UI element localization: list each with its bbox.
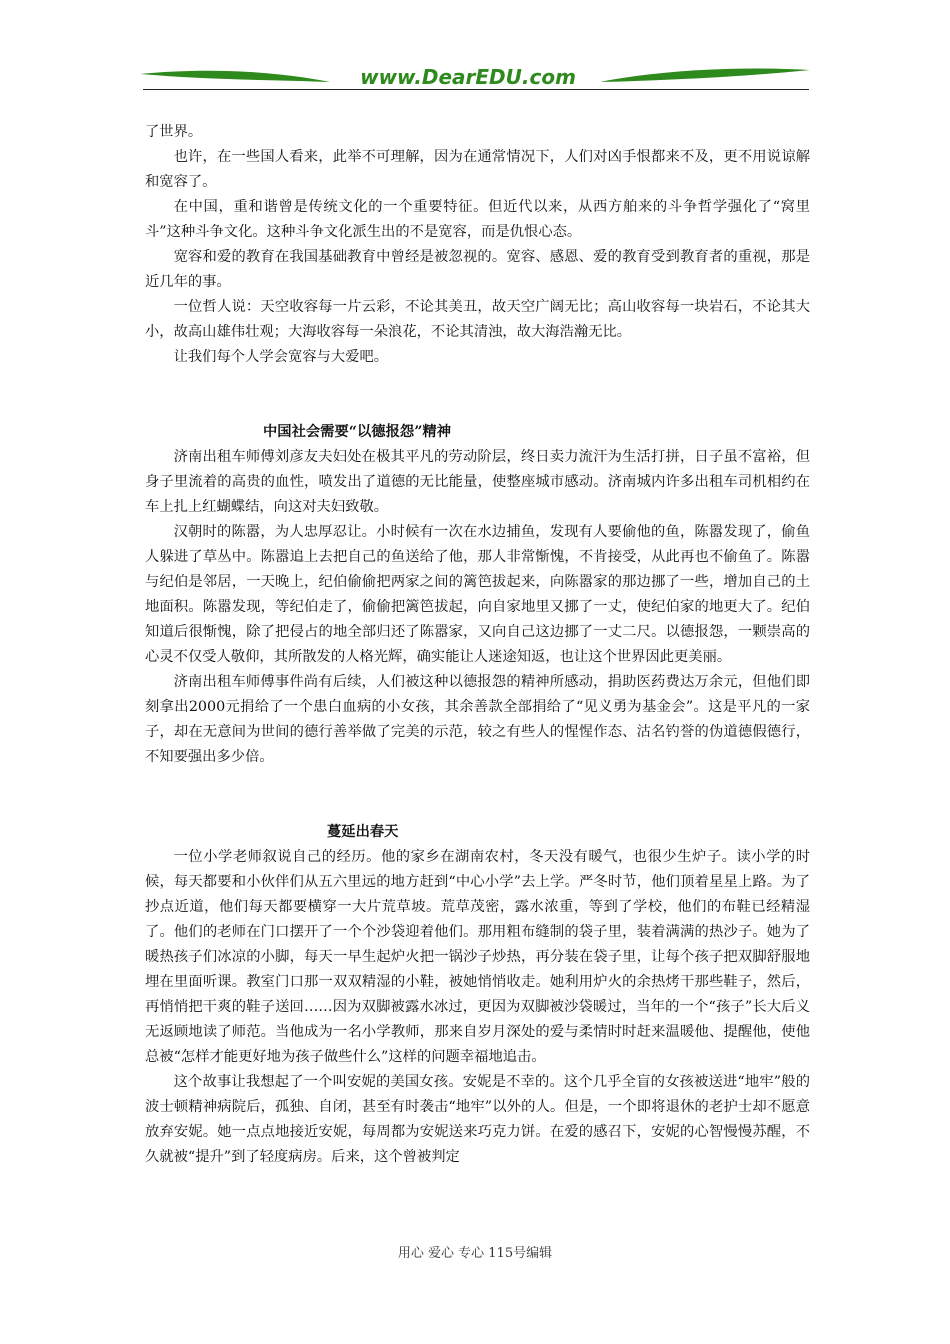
- site-header: [140, 60, 810, 96]
- paragraph: 在中国，重和谐曾是传统文化的一个重要特征。但近代以来，从西方舶来的斗争哲学强化了“窝里斗”这种斗争文化。这种斗争文化派生出的不是宽容，而是仇恨心态。: [145, 199, 810, 240]
- paragraph: 这个故事让我想起了一个叫安妮的美国女孩。安妮是不幸的。这个几乎全盲的女孩被送进“地牢”般的波士顿精神病院后，孤独、自闭，甚至有时袭击“地牢”以外的人。但是，一个即将退休的老护士却不愿意放弃安妮。她一点点地接近安妮，每周都为安妮送来巧克力饼。在爱的感召下，安妮的心智慢慢苏醒，不久就被“提升”到了轻度病房。后来，这个曾被判定: [145, 1074, 810, 1165]
- article-title: 中国社会需要“以德报怨”精神: [263, 424, 452, 440]
- paragraph: 济南出租车师傅事件尚有后续，人们被这种以德报怨的精神所感动，捐助医药费达万余元，但他们即刻拿出2000元捐给了一个患白血病的小女孩，其余善款全部捐给了“见义勇为基金会”。这是平凡的一家子，却在无意间为世间的德行善举做了完美的示范，较之有些人的惺惺作态、沽名钓誉的伪道德假德行，不知要强出多少倍。: [145, 674, 810, 765]
- paragraph: 济南出租车师傅刘彦友夫妇处在极其平凡的劳动阶层，终日卖力流汗为生活打拼，日子虽不富裕，但身子里流着的高贵的血性，喷发出了道德的无比能量，使整座城市感动。济南城内许多出租车司机相约在车上扎上红蝴蝶结，向这对夫妇致敬。: [145, 449, 810, 515]
- paragraph: 宽容和爱的教育在我国基础教育中曾经是被忽视的。宽容、感恩、爱的教育受到教育者的重视，那是近几年的事。: [145, 249, 810, 290]
- paragraph: 也许，在一些国人看来，此举不可理解，因为在通常情况下，人们对凶手恨都来不及，更不用说谅解和宽容了。: [145, 149, 810, 190]
- left-leaf-swoosh: [140, 71, 330, 82]
- paragraph: 一位小学老师叙说自己的经历。他的家乡在湖南农村，冬天没有暖气，也很少生炉子。读小学的时候，每天都要和小伙伴们从五六里远的地方赶到“中心小学”去上学。严冬时节，他们顶着星星上路。为了抄点近道，他们每天都要横穿一大片荒草坡。荒草茂密，露水浓重，等到了学校，他们的布鞋已经精湿了。他们的老师在门口摆开了一个个沙袋迎着他们。那用粗布缝制的袋子里，装着满满的热沙子。她为了暖热孩子们冰凉的小脚，每天一早生起炉火把一锅沙子炒热，再分装在袋子里，让每个孩子把双脚舒服地埋在里面听课。教室门口那一双双精湿的小鞋，被她悄悄收走。她利用炉火的余热烤干那些鞋子，然后，再悄悄把干爽的鞋子送回……因为双脚被露水冰过，更因为双脚被沙袋暖过，当年的一个“孩子”长大后义无返顾地读了师范。当他成为一名小学教师，那来自岁月深处的爱与柔情时时赶来温暖他、提醒他，使他总被“怎样才能更好地为孩子做些什么”这样的问题幸福地追击。: [145, 849, 810, 1065]
- header-banner: [140, 60, 810, 96]
- header-rule: [143, 89, 809, 90]
- paragraph: 汉朝时的陈嚣，为人忠厚忍让。小时候有一次在水边捕鱼，发现有人要偷他的鱼，陈嚣发现了，偷鱼人躲进了草丛中。陈嚣追上去把自己的鱼送给了他，那人非常惭愧，不肯接受，从此再也不偷鱼了。陈嚣与纪伯是邻居，一天晚上，纪伯偷偷把两家之间的篱笆拔起来，向陈嚣家的那边挪了一些，增加自己的土地面积。陈嚣发现，等纪伯走了，偷偷把篱笆拔起，向自家地里又挪了一丈，使纪伯家的地更大了。纪伯知道后很惭愧，除了把侵占的地全部归还了陈嚣家，又向自己这边挪了一丈二尺。以德报怨，一颗崇高的心灵不仅受人敬仰，其所散发的人格光辉，确实能让人迷途知返，也让这个世界因此更美丽。: [145, 524, 810, 665]
- document-body: [145, 120, 810, 1170]
- article-title: 蔓延出春天: [327, 824, 399, 840]
- paragraph: 了世界。: [145, 124, 203, 140]
- paragraph: 让我们每个人学会宽容与大爱吧。: [173, 349, 389, 365]
- paragraph: 一位哲人说：天空收容每一片云彩，不论其美丑，故天空广阔无比；高山收容每一块岩石，不论其大小，故高山雄伟壮观；大海收容每一朵浪花，不论其清浊，故大海浩瀚无比。: [145, 299, 810, 340]
- right-leaf-swoosh: [600, 69, 810, 83]
- page-footer: 用心 爱心 专心 115号编辑: [397, 1246, 553, 1261]
- site-logo-text: www.DearEDU.com: [360, 65, 576, 89]
